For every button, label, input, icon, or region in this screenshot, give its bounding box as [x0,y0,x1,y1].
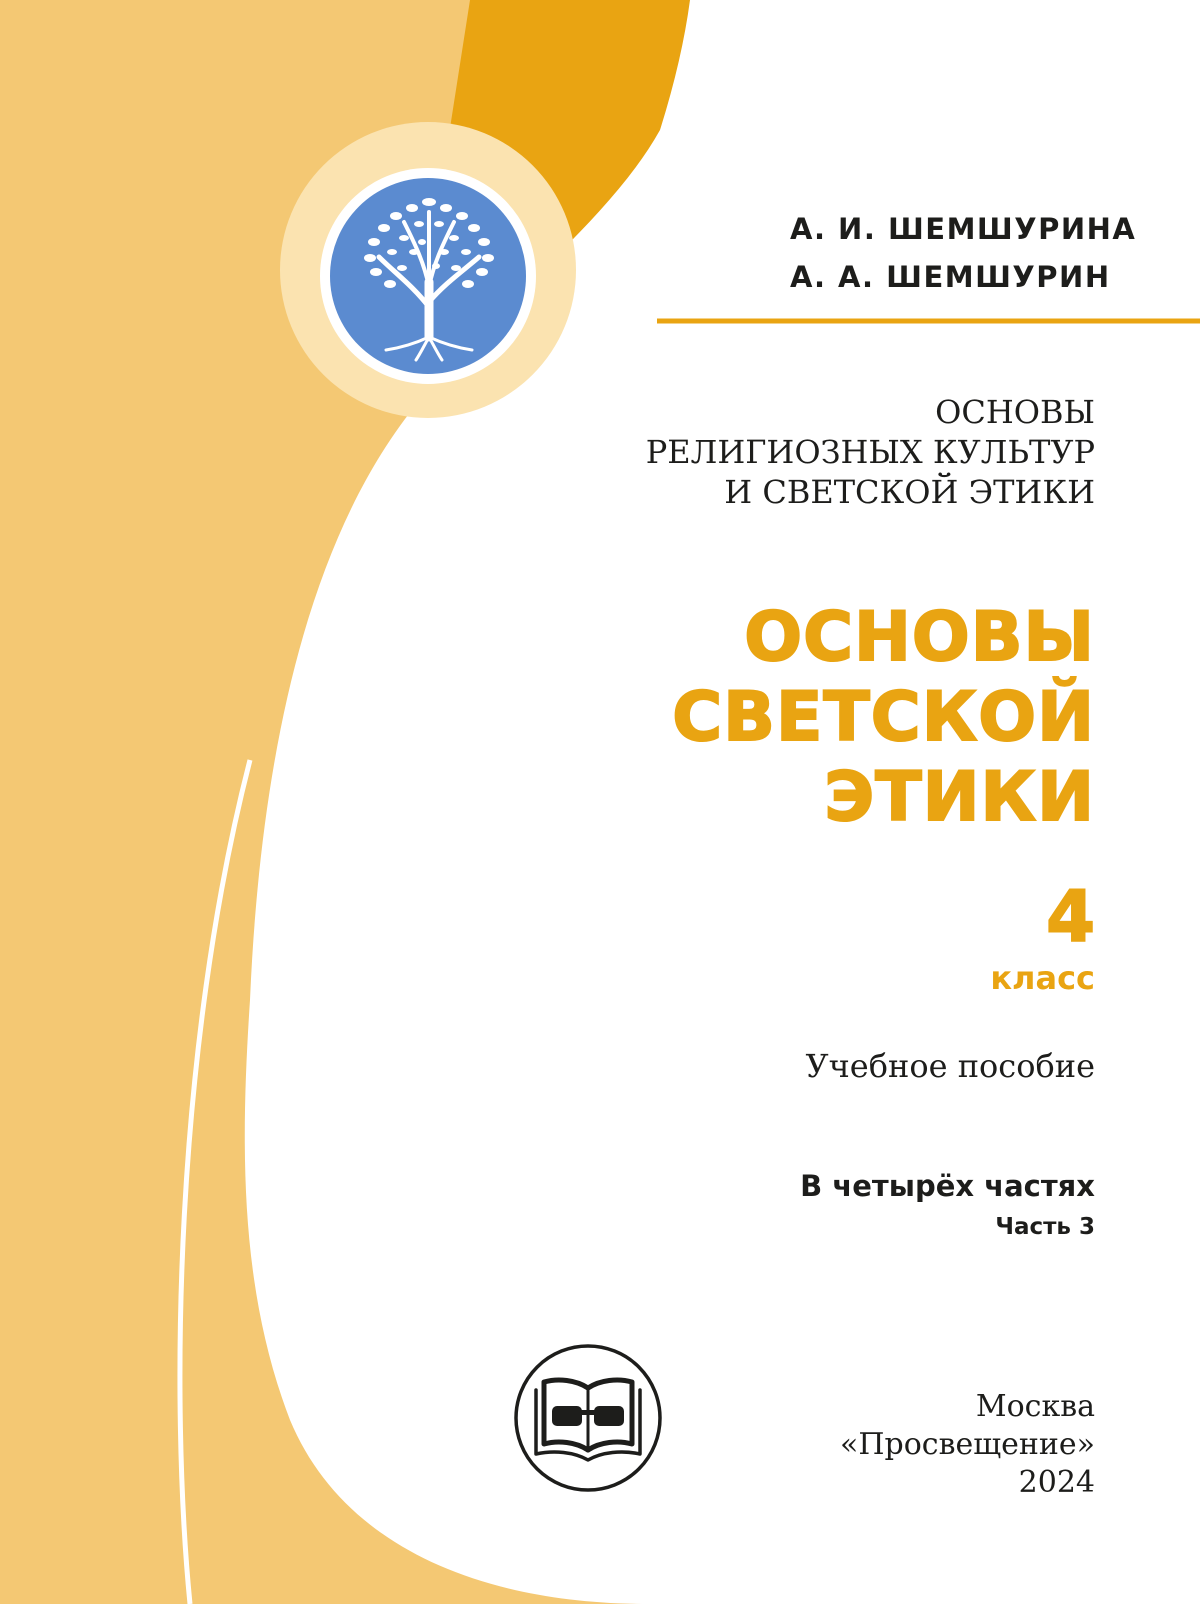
part-number: Часть 3 [995,1214,1095,1240]
series-title-line-1: ОСНОВЫ [935,393,1095,431]
publisher-year: 2024 [1018,1465,1095,1500]
main-title-line-2: СВЕТСКОЙ [672,678,1095,757]
publisher-name: «Просвещение» [840,1427,1095,1462]
grade-word: класс [990,959,1095,997]
main-title [672,598,1095,838]
parts-total: В четырёх частях [800,1169,1095,1203]
publisher-city: Москва [975,1389,1095,1424]
book-glasses-icon [510,1340,666,1496]
author-2: А. А. ШЕМШУРИН [790,260,1111,294]
main-title-line-3: ЭТИКИ [824,758,1095,837]
grade-number: 4 [1046,876,1095,958]
series-title [646,392,1095,512]
author-1: А. И. ШЕМШУРИНА [790,212,1137,246]
series-title-line-2: РЕЛИГИОЗНЫХ КУЛЬТУР [645,433,1095,471]
main-title-line-1: ОСНОВЫ [744,598,1095,677]
series-title-line-3: И СВЕТСКОЙ ЭТИКИ [724,473,1095,511]
publisher-info [840,1388,1095,1502]
book-type: Учебное пособие [805,1047,1095,1085]
tree-icon [324,172,534,382]
